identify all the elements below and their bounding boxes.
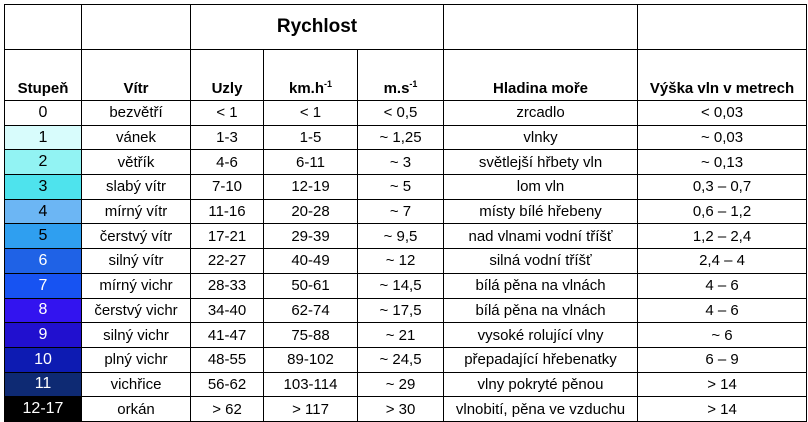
cell-kmh: 75-88 (264, 323, 358, 348)
cell-wind: silný vichr (82, 323, 191, 348)
cell-sea: bílá pěna na vlnách (444, 273, 638, 298)
cell-wave: 0,3 – 0,7 (638, 175, 807, 200)
cell-knots: 7-10 (191, 175, 264, 200)
cell-sea: vlnky (444, 125, 638, 150)
table-row (5, 347, 807, 372)
cell-sea: vysoké rolující vlny (444, 323, 638, 348)
cell-knots: 34-40 (191, 298, 264, 323)
cell-knots: < 1 (191, 101, 264, 126)
cell-wave: ~ 0,03 (638, 125, 807, 150)
cell-kmh: 40-49 (264, 249, 358, 274)
cell-wave: > 14 (638, 397, 807, 422)
cell-level: 8 (5, 298, 82, 323)
col-header-sea: Hladina moře (444, 50, 638, 101)
cell-level: 6 (5, 249, 82, 274)
cell-kmh: 50-61 (264, 273, 358, 298)
cell-ms: ~ 21 (358, 323, 444, 348)
cell-ms: < 0,5 (358, 101, 444, 126)
cell-sea: přepadající hřebenatky (444, 347, 638, 372)
cell-wave: ~ 6 (638, 323, 807, 348)
cell-knots: 56-62 (191, 372, 264, 397)
col-header-knots: Uzly (191, 50, 264, 101)
speed-group-header: Rychlost (191, 5, 444, 50)
table-row (5, 298, 807, 323)
cell-kmh: > 117 (264, 397, 358, 422)
beaufort-scale-table (4, 4, 807, 422)
cell-wave: 4 – 6 (638, 298, 807, 323)
cell-kmh: 20-28 (264, 199, 358, 224)
cell-sea: vlny pokryté pěnou (444, 372, 638, 397)
cell-kmh: 103-114 (264, 372, 358, 397)
cell-wind: čerstvý vichr (82, 298, 191, 323)
cell-wave: 4 – 6 (638, 273, 807, 298)
cell-ms: ~ 17,5 (358, 298, 444, 323)
cell-wind: mírný vichr (82, 273, 191, 298)
cell-ms: ~ 29 (358, 372, 444, 397)
cell-level: 10 (5, 347, 82, 372)
col-header-level: Stupeň (5, 50, 82, 101)
cell-level: 3 (5, 175, 82, 200)
cell-sea: místy bílé hřebeny (444, 199, 638, 224)
cell-level: 5 (5, 224, 82, 249)
cell-ms: ~ 9,5 (358, 224, 444, 249)
cell-wind: bezvětří (82, 101, 191, 126)
cell-level: 4 (5, 199, 82, 224)
table-row (5, 323, 807, 348)
cell-wind: větřík (82, 150, 191, 175)
cell-wave: < 0,03 (638, 101, 807, 126)
cell-level: 9 (5, 323, 82, 348)
cell-kmh: 1-5 (264, 125, 358, 150)
cell-wind: vichřice (82, 372, 191, 397)
table-row (5, 249, 807, 274)
header-empty-cell (638, 5, 807, 50)
cell-wave: 6 – 9 (638, 347, 807, 372)
cell-knots: 48-55 (191, 347, 264, 372)
cell-knots: > 62 (191, 397, 264, 422)
table-row (5, 101, 807, 126)
cell-ms: ~ 3 (358, 150, 444, 175)
table-row (5, 372, 807, 397)
table-row (5, 224, 807, 249)
col-header-wind: Vítr (82, 50, 191, 101)
cell-knots: 1-3 (191, 125, 264, 150)
cell-knots: 11-16 (191, 199, 264, 224)
cell-wind: vánek (82, 125, 191, 150)
cell-level: 12-17 (5, 397, 82, 422)
cell-knots: 28-33 (191, 273, 264, 298)
col-header-wave: Výška vln v metrech (638, 50, 807, 101)
cell-sea: nad vlnami vodní tříšť (444, 224, 638, 249)
cell-ms: ~ 14,5 (358, 273, 444, 298)
cell-ms: > 30 (358, 397, 444, 422)
cell-sea: lom vln (444, 175, 638, 200)
kmh-unit: km.h (288, 80, 324, 97)
cell-wave: 2,4 – 4 (638, 249, 807, 274)
cell-ms: ~ 5 (358, 175, 444, 200)
cell-wave: 1,2 – 2,4 (638, 224, 807, 249)
cell-sea: bílá pěna na vlnách (444, 298, 638, 323)
cell-wind: silný vítr (82, 249, 191, 274)
cell-sea: vlnobití, pěna ve vzduchu (444, 397, 638, 422)
cell-kmh: 12-19 (264, 175, 358, 200)
table-body (5, 101, 807, 422)
table-row (5, 397, 807, 422)
cell-wave: 0,6 – 1,2 (638, 199, 807, 224)
col-header-kmh (264, 50, 358, 101)
cell-ms: ~ 7 (358, 199, 444, 224)
cell-sea: zrcadlo (444, 101, 638, 126)
table-row (5, 150, 807, 175)
cell-sea: silná vodní tříšť (444, 249, 638, 274)
cell-knots: 22-27 (191, 249, 264, 274)
cell-level: 1 (5, 125, 82, 150)
cell-level: 0 (5, 101, 82, 126)
cell-knots: 17-21 (191, 224, 264, 249)
cell-sea: světlejší hřbety vln (444, 150, 638, 175)
column-header-row (5, 50, 807, 101)
cell-kmh: 29-39 (264, 224, 358, 249)
cell-level: 11 (5, 372, 82, 397)
table-row (5, 273, 807, 298)
header-empty-cell (5, 5, 82, 50)
ms-exponent: -1 (409, 79, 418, 89)
cell-wind: orkán (82, 397, 191, 422)
cell-level: 2 (5, 150, 82, 175)
cell-kmh: 6-11 (264, 150, 358, 175)
cell-wind: plný vichr (82, 347, 191, 372)
cell-ms: ~ 1,25 (358, 125, 444, 150)
table-row (5, 199, 807, 224)
table-row (5, 175, 807, 200)
cell-wave: > 14 (638, 372, 807, 397)
cell-wave: ~ 0,13 (638, 150, 807, 175)
header-group-row (5, 5, 807, 50)
cell-kmh: 62-74 (264, 298, 358, 323)
cell-kmh: < 1 (264, 101, 358, 126)
cell-ms: ~ 12 (358, 249, 444, 274)
cell-wind: mírný vítr (82, 199, 191, 224)
kmh-exponent: -1 (324, 79, 333, 89)
col-header-ms (358, 50, 444, 101)
cell-knots: 41-47 (191, 323, 264, 348)
cell-ms: ~ 24,5 (358, 347, 444, 372)
table-row (5, 125, 807, 150)
cell-kmh: 89-102 (264, 347, 358, 372)
header-empty-cell (82, 5, 191, 50)
header-empty-cell (444, 5, 638, 50)
ms-unit: m.s (383, 80, 410, 97)
cell-wind: čerstvý vítr (82, 224, 191, 249)
cell-level: 7 (5, 273, 82, 298)
cell-knots: 4-6 (191, 150, 264, 175)
cell-wind: slabý vítr (82, 175, 191, 200)
